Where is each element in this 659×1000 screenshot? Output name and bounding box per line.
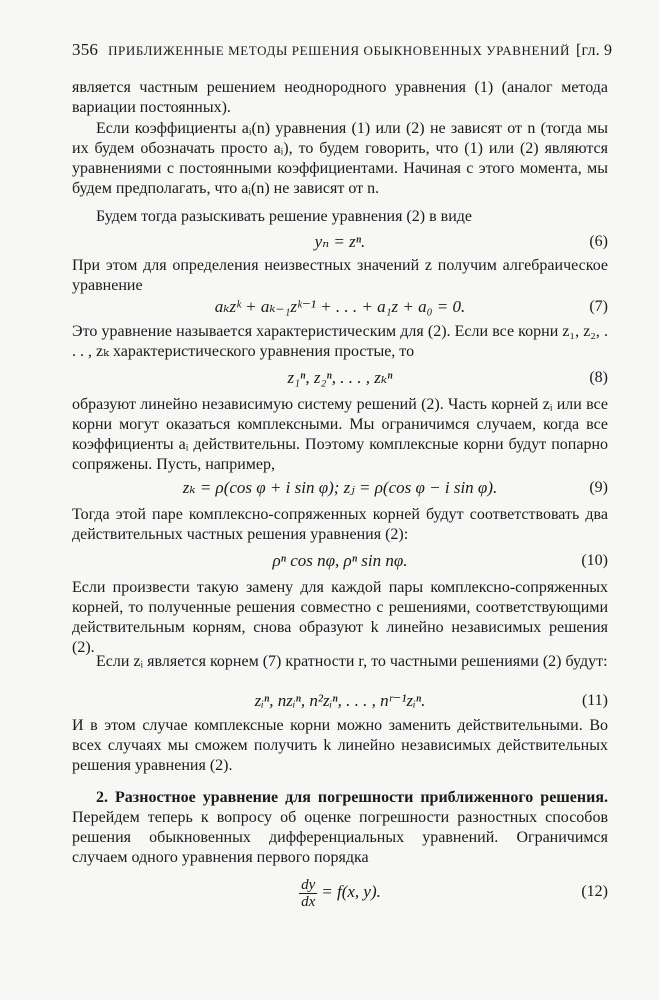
equation-9	[72, 475, 608, 501]
page-number: 356	[72, 40, 99, 59]
equation-11-number: (11)	[581, 692, 608, 709]
equation-10-expr: ρⁿ cos nφ, ρⁿ sin nφ.	[272, 551, 408, 570]
paragraph-8: Если произвести такую замену для каждой пары комплексно-сопряженных корней, то полученные решения совместно с решениями, соответствующими действительным корням, снова образуют k линейно независимых решения (2).	[72, 579, 608, 656]
equation-6-number: (6)	[589, 233, 608, 250]
equation-12-denominator: dx	[301, 893, 316, 910]
equation-7	[72, 294, 608, 320]
equation-8-number: (8)	[589, 369, 608, 386]
paragraph-3: Будем тогда разыскивать решение уравнения (2) в виде	[96, 208, 472, 225]
equation-10-number: (10)	[581, 552, 608, 569]
equation-7-expr: aₖzᵏ + aₖ₋₁zᵏ⁻¹ + . . . + a₁z + a₀ = 0.	[214, 297, 466, 316]
chapter-marker: [гл. 9	[575, 42, 613, 59]
equation-9-expr: zₖ = ρ(cos φ + i sin φ); zⱼ = ρ(cos φ − i sin φ).	[182, 478, 498, 497]
equation-7-number: (7)	[589, 298, 608, 315]
equation-6-expr: yₙ = zⁿ.	[314, 232, 366, 251]
equation-11	[72, 688, 608, 714]
paragraph-9: Если zᵢ является корнем (7) кратности r, то частными решениями (2) будут:	[96, 653, 608, 670]
section-2-heading: 2. Разностное уравнение для погрешности приближенного решения.	[96, 789, 608, 806]
running-title: ПРИБЛИЖЕННЫЕ МЕТОДЫ РЕШЕНИЯ ОБЫКНОВЕННЫХ УРАВНЕНИЙ	[108, 43, 571, 58]
paragraph-7: Тогда этой паре комплексно-сопряженных корней будут соответствовать два действительных частных решения уравнения (2):	[72, 506, 608, 543]
paragraph-4: При этом для определения неизвестных значений z получим алгебраическое уравнение	[72, 257, 608, 294]
paragraph-10: И в этом случае комплексные корни можно заменить действительными. Во всех случаях мы сможем получить k линейно независимых действительных решения уравнения (2).	[72, 717, 608, 774]
equation-12-numerator: dy	[301, 876, 316, 893]
section-2-text: Перейдем теперь к вопросу об оценке погрешности разностных способов решения обыкновенных дифференциальных уравнений. Ограничимся случаем одного уравнения первого порядка	[72, 809, 608, 866]
equation-11-expr: zᵢⁿ, nzᵢⁿ, n²zᵢⁿ, . . . , nʳ⁻¹zᵢⁿ.	[254, 691, 426, 710]
equation-12-rhs: = f(x, y).	[321, 882, 381, 901]
paragraph-2: Если коэффициенты aᵢ(n) уравнения (1) или (2) не зависят от n (тогда мы их будем обозначать просто aᵢ), то будем говорить, что (1) или (2) являются уравнениями с постоянными коэффициентами. Начиная с этого момента, мы будем предполагать, что aᵢ(n) не зависят от n.	[72, 120, 608, 197]
equation-10	[72, 548, 608, 574]
equation-6	[72, 229, 608, 255]
equation-8-expr: z₁ⁿ, z₂ⁿ, . . . , zₖⁿ	[287, 368, 393, 387]
paragraph-6: образуют линейно независимую систему решений (2). Часть корней zᵢ или все корни могут оказаться комплексными. Мы ограничимся случаем, когда все коэффициенты aᵢ действительны. Поэтому комплексные корни будут попарно сопряжены. Пусть, например,	[72, 396, 608, 473]
running-header	[72, 40, 613, 60]
equation-9-number: (9)	[589, 479, 608, 496]
paragraph-1: является частным решением неоднородного уравнения (1) (аналог метода вариации постоянных).	[72, 79, 608, 116]
equation-12-fraction	[299, 877, 317, 910]
equation-12-number: (12)	[581, 883, 608, 900]
equation-8	[72, 365, 608, 391]
section-2	[72, 788, 608, 868]
equation-12	[72, 872, 608, 912]
paragraph-5: Это уравнение называется характеристическим для (2). Если все корни z₁, z₂, . . . , zₖ характеристического уравнения простые, то	[72, 323, 608, 360]
